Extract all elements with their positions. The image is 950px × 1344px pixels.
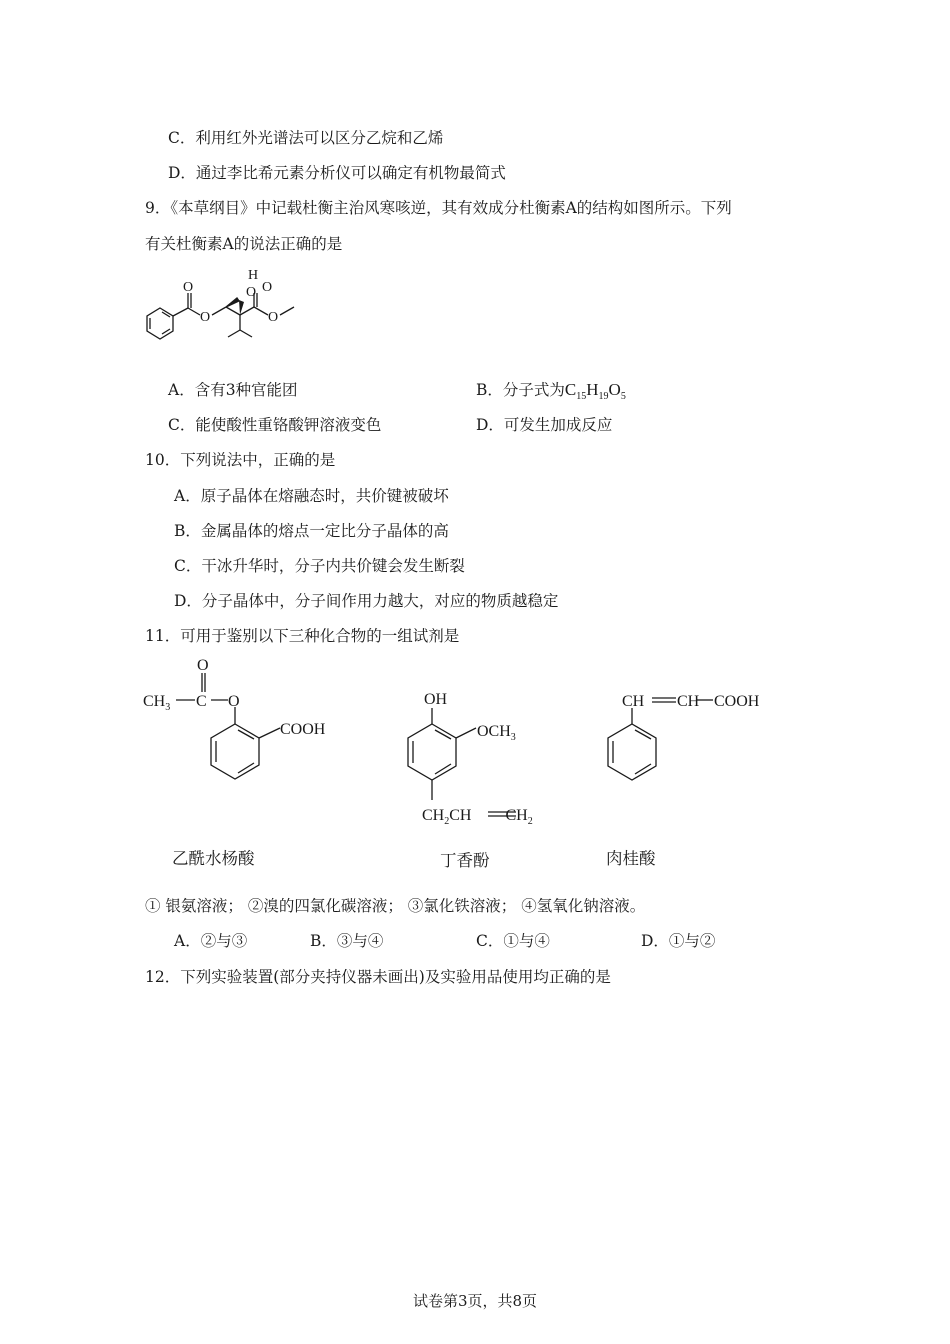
q11-option-b: B．③与④ <box>310 932 384 950</box>
q10-option-d: D．分子晶体中，分子间作用力越大，对应的物质越稳定 <box>174 592 559 610</box>
q12-stem: 12．下列实验装置(部分夹持仪器未画出)及实验用品使用均正确的是 <box>145 968 611 986</box>
q11-c3-label-ch1: CH <box>622 693 645 710</box>
q11-c1-label-o-top: O <box>197 657 209 674</box>
q11-compound1-name: 乙酰水杨酸 <box>172 850 255 868</box>
q9-option-c: C．能使酸性重铬酸钾溶液变色 <box>168 416 382 434</box>
q10-option-a: A．原子晶体在熔融态时，共价键被破坏 <box>174 487 449 505</box>
q9-option-b-prefix: B．分子式为 <box>476 381 565 399</box>
q9-struct-label-o-ester: O <box>200 310 211 325</box>
q11-option-c: C．①与④ <box>476 932 550 950</box>
q9-formula: $C_{15}H_{19}O_5$ <box>564 380 626 402</box>
q8-option-c: C．利用红外光谱法可以区分乙烷和乙烯 <box>168 129 444 147</box>
q10-option-b: B．金属晶体的熔点一定比分子晶体的高 <box>174 522 449 540</box>
q9-struct-label-o-hydroxyl: O <box>246 285 257 300</box>
q11-c1-label-c: C <box>196 693 207 710</box>
q11-compound2-structure <box>400 682 570 832</box>
q11-stem: 11．可用于鉴别以下三种化合物的一组试剂是 <box>145 627 460 645</box>
q11-c2-label-allyl: $CH_2CH$ $CH_2$ <box>422 807 533 827</box>
q11-compound3-structure <box>600 682 780 792</box>
page-footer: 试卷第3页，共8页 <box>412 1292 538 1310</box>
q8-option-d: D．通过李比希元素分析仪可以确定有机物最简式 <box>168 164 506 182</box>
q11-compound2-name: 丁香酚 <box>440 852 490 870</box>
q11-c1-label-o-ester: O <box>228 693 240 710</box>
q9-structure-diagram <box>140 264 320 354</box>
q11-c3-label-cooh: COOH <box>714 693 760 710</box>
q9-stem-line1: 9．《本草纲目》中记载杜衡主治风寒咳逆，其有效成分杜衡素A的结构如图所示。下列 <box>145 199 732 217</box>
q11-c3-label-ch2: CH <box>677 693 700 710</box>
q9-struct-label-o-carbonyl-2: O <box>262 280 273 295</box>
q9-option-a: A．含有3种官能团 <box>168 381 298 399</box>
q11-c2-label-oh: OH <box>424 691 448 708</box>
q9-option-b <box>476 380 626 407</box>
q11-option-d: D．①与② <box>641 932 716 950</box>
q11-c1-label-ch3: $CH_3$ <box>143 693 171 713</box>
q9-stem-line2: 有关杜衡素A的说法正确的是 <box>145 235 343 253</box>
q11-c2-label-och3: $OCH_3$ <box>477 723 516 743</box>
q9-struct-label-o-methoxy: O <box>268 310 279 325</box>
q9-option-d: D．可发生加成反应 <box>476 416 613 434</box>
q11-compound3-name: 肉桂酸 <box>606 850 656 868</box>
q11-c1-label-cooh: COOH <box>280 721 326 738</box>
q11-reagents: ① 银氨溶液； ②溴的四氯化碳溶液； ③氯化铁溶液； ④氢氧化钠溶液。 <box>145 897 646 915</box>
q11-option-a: A．②与③ <box>174 932 248 950</box>
q10-stem: 10．下列说法中，正确的是 <box>145 451 336 469</box>
q9-struct-label-o-carbonyl: O <box>183 280 194 295</box>
q10-option-c: C．干冰升华时，分子内共价键会发生断裂 <box>174 557 465 575</box>
q9-struct-label-h: H <box>248 268 259 283</box>
q11-compound1-structure <box>140 652 340 782</box>
